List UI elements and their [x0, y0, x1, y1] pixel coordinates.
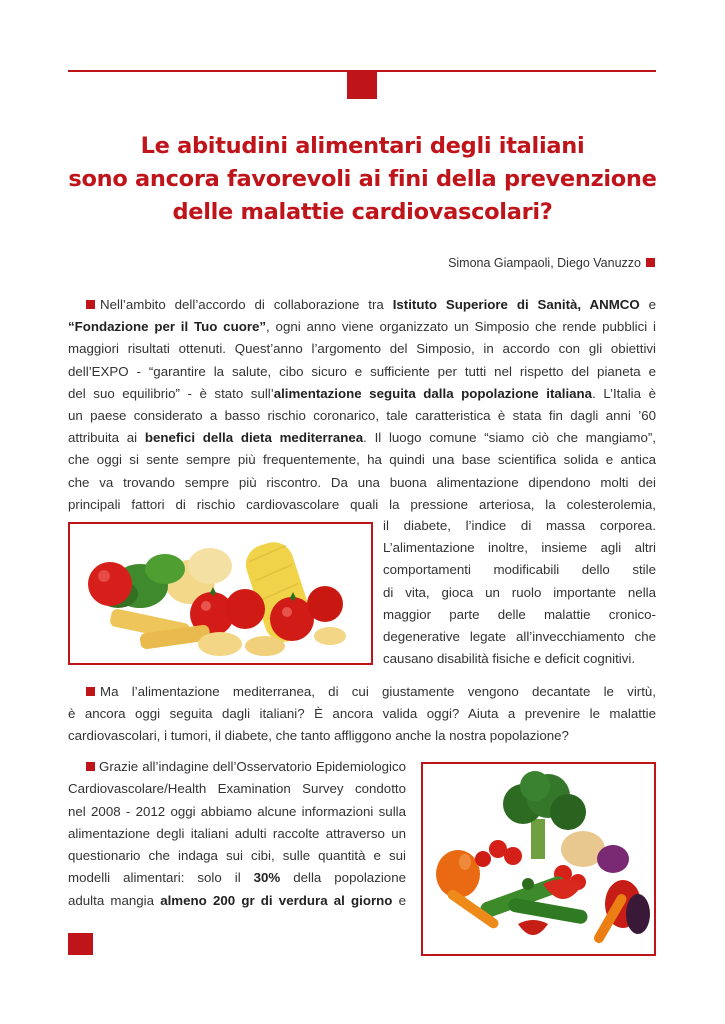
paragraph-question: Ma l’alimentazione mediterranea, di cui giustamente vengono decantate le virtù, è ancora oggi seguita dagli italiani? È ancora valida oggi? Aiuta a prevenire le malattie cardiovascolari, i tumori, il diabete, che tanto affliggono anche la nostra popolazione? — [68, 684, 656, 744]
pasta-tomatoes-illustration — [70, 524, 371, 663]
footer-accent-square — [68, 933, 93, 955]
bullet-square-icon — [86, 687, 95, 696]
paragraph-intro-continued: il diabete, l’indice di massa corporea. L’alimentazione inoltre, insieme agli altri comportamenti modificabili dello stile di vita, gioca un ruolo importante nella maggior parte delle malattie cronico- degenerative legate all’invecchiamento che causano disabilità fisiche e deficit cognitivi. — [383, 518, 656, 667]
article-authors — [448, 256, 655, 270]
bullet-square-icon — [86, 762, 95, 771]
vegetables-illustration — [423, 764, 654, 954]
title-line-2: sono ancora favorevoli ai fini della prevenzione — [68, 166, 657, 192]
paragraph-intro: Nell’ambito dell’accordo di collaborazione tra Istituto Superiore di Sanità, ANMCO e “Fondazione per il Tuo cuore”, ogni anno viene organizzato un Simposio che rende pubblici i maggiori risultati ottenuti. Quest’anno l’argomento del Simposio, in accordo con gli obiettivi dell’EXPO - “garantire la salute, cibo sicuro e sufficiente per tutti nel rispetto del pianeta e del suo equilibrio” - è stato sull’alimentazione seguita dalla popolazione italiana. L’Italia è un paese considerato a basso rischio coronarico, tale caratteristica è stata fin dagli anni ’60 attribuita ai benefici della dieta mediterranea. Il luogo comune “siamo ciò che mangiamo”, che oggi si sente sempre più frequentemente, ha quindi una base scientifica solida e antica che va trovando sempre più riscontro. Da una buona alimentazione dipendono molti dei principali fattori di rischio cardiovascolare quali la pressione arteriosa, la colesterolemia, — [68, 297, 656, 512]
authors-text: Simona Giampaoli, Diego Vanuzzo — [448, 256, 641, 270]
bullet-square-icon — [86, 300, 95, 309]
mixed-vegetables-image — [421, 762, 656, 956]
header-accent-square — [347, 70, 377, 99]
bullet-square-icon — [646, 258, 655, 267]
article-title — [60, 130, 665, 229]
title-line-3: delle malattie cardiovascolari? — [172, 199, 553, 225]
pasta-tomatoes-basil-image — [68, 522, 373, 665]
paragraph-survey: Grazie all’indagine dell’Osservatorio Epidemiologico Cardiovascolare/Health Examination Survey condotto nel 2008 - 2012 oggi abbiamo alcune informazioni sulla alimentazione degli italiani adulti raccolte attraverso un questionario che indaga sui cibi, sulle quantità e sui modelli alimentari: solo il 30% della popolazione adulta mangia almeno 200 gr di verdura al giorno e — [68, 759, 407, 908]
title-line-1: Le abitudini alimentari degli italiani — [140, 133, 585, 159]
